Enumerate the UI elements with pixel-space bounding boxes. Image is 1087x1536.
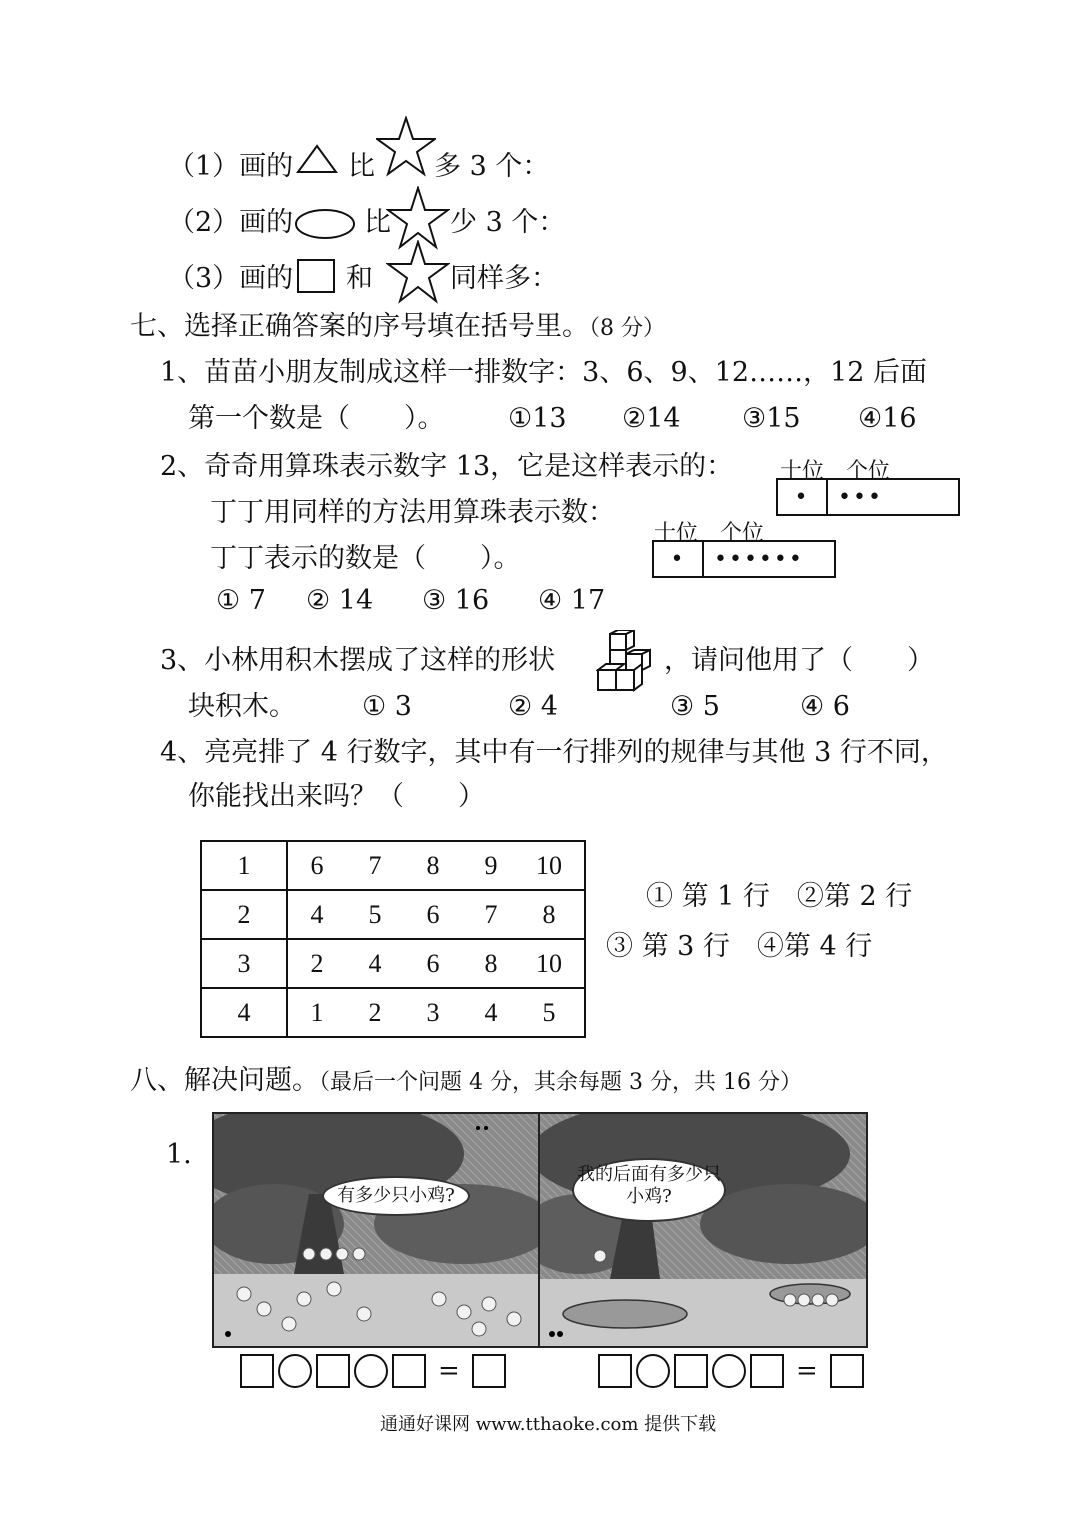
table-row	[201, 841, 585, 890]
q3-line1: 3、小林用积木摆成了这样的形状	[160, 645, 556, 676]
item1-mid: 比	[348, 151, 375, 182]
cell: 9	[484, 850, 498, 880]
operator-circle[interactable]	[636, 1354, 670, 1388]
operator-circle[interactable]	[712, 1354, 746, 1388]
q1-option-1: ①13	[508, 403, 567, 434]
abacus2-tens: •	[654, 542, 704, 576]
cell: 4	[484, 997, 498, 1027]
q3-option-3: ③ 5	[670, 691, 720, 722]
table-row	[201, 890, 585, 939]
abacus1-ones: •••	[838, 484, 883, 510]
triangle-icon	[296, 144, 338, 174]
speech-bubble-left: 有多少只小鸡?	[322, 1176, 470, 1216]
cell: 8	[484, 948, 498, 978]
cell: 5	[542, 997, 556, 1027]
item2-suffix: 少 3 个：	[450, 207, 566, 238]
table-row	[201, 939, 585, 988]
cell: 7	[484, 899, 498, 929]
q3-option-1: ① 3	[362, 691, 412, 722]
problem1-label: 1.	[166, 1139, 192, 1170]
abacus2-ones-label: 个位	[720, 521, 765, 546]
section8-title-text: 八、解决问题。	[130, 1065, 319, 1096]
equals-sign: =	[438, 1356, 460, 1386]
item1-prefix: （1）画的	[168, 151, 294, 182]
row-values	[287, 939, 585, 988]
q2-line1: 2、奇奇用算珠表示数字 13，它是这样表示的：	[160, 451, 734, 482]
section8-title	[130, 1064, 802, 1100]
cell: 8	[542, 899, 556, 929]
scene-right-icon	[540, 1114, 866, 1346]
cell: 4	[310, 899, 324, 929]
answer-box[interactable]	[598, 1354, 632, 1388]
equals-sign: =	[796, 1356, 818, 1386]
abacus1-tens-label: 十位	[780, 459, 825, 484]
row-index: 1	[201, 841, 287, 890]
result-box[interactable]	[472, 1354, 506, 1388]
cell: 2	[310, 948, 324, 978]
answer-box[interactable]	[750, 1354, 784, 1388]
answer-box[interactable]	[392, 1354, 426, 1388]
abacus-13	[776, 478, 960, 516]
equation-right	[596, 1354, 866, 1388]
section7-title	[130, 310, 665, 346]
item3-suffix: 同样多：	[450, 263, 558, 294]
illustration-left	[212, 1112, 542, 1348]
square-icon	[296, 258, 336, 294]
q3-option-2: ② 4	[508, 691, 558, 722]
abacus1-tens: •	[778, 480, 828, 514]
answer-box[interactable]	[240, 1354, 274, 1388]
q1-line2: 第一个数是（ ）。	[188, 403, 445, 434]
q2-option-2: ② 14	[306, 585, 374, 616]
q3-line2: 块积木。	[188, 691, 296, 722]
oval-icon	[294, 208, 356, 240]
q1-option-3: ③15	[742, 403, 801, 434]
answer-box[interactable]	[674, 1354, 708, 1388]
cell: 7	[368, 850, 382, 880]
number-rows-table	[200, 840, 586, 1038]
row-index: 3	[201, 939, 287, 988]
cell: 6	[426, 948, 440, 978]
footer-credit: 通通好课网 www.tthaoke.com 提供下载	[380, 1414, 717, 1435]
star-icon	[386, 240, 450, 304]
q1-line1: 1、苗苗小朋友制成这样一排数字：3、6、9、12……，12 后面	[160, 357, 928, 388]
result-box[interactable]	[830, 1354, 864, 1388]
q2-line2: 丁丁用同样的方法用算珠表示数：	[210, 497, 615, 528]
row-index: 2	[201, 890, 287, 939]
operator-circle[interactable]	[278, 1354, 312, 1388]
abacus2-ones: ••••••	[714, 546, 804, 572]
equation-left	[238, 1354, 508, 1388]
q2-option-3: ③ 16	[422, 585, 490, 616]
illustration-right	[538, 1112, 868, 1348]
scene-left-icon	[214, 1114, 540, 1346]
row-index: 4	[201, 988, 287, 1037]
section8-score: （最后一个问题 4 分，其余每题 3 分，共 16 分）	[319, 1070, 802, 1095]
speech-bubble-right: 我的后面有多少只小鸡?	[572, 1158, 726, 1222]
table-row	[201, 988, 585, 1037]
cell: 10	[536, 948, 562, 978]
cell: 6	[426, 899, 440, 929]
item2-mid: 比	[364, 207, 391, 238]
q2-option-4: ④ 17	[538, 585, 606, 616]
section7-title-text: 七、选择正确答案的序号填在括号里。	[130, 311, 589, 342]
q4-options-line2: ③ 第 3 行 ④第 4 行	[606, 931, 873, 962]
q4-line2: 你能找出来吗？（ ）	[188, 781, 485, 812]
q4-options-line1: ① 第 1 行 ②第 2 行	[646, 881, 913, 912]
abacus1-ones-label: 个位	[846, 459, 891, 484]
item3-mid: 和	[346, 263, 373, 294]
item2-prefix: （2）画的	[168, 207, 294, 238]
q1-option-2: ②14	[622, 403, 681, 434]
item1-suffix: 多 3 个：	[434, 151, 550, 182]
q1-option-4: ④16	[858, 403, 917, 434]
row-values	[287, 890, 585, 939]
blocks-icon	[596, 630, 660, 694]
abacus2-tens-label: 十位	[654, 521, 699, 546]
cell: 10	[536, 850, 562, 880]
q3-option-4: ④ 6	[800, 691, 850, 722]
cell: 2	[368, 997, 382, 1027]
abacus-answer	[652, 540, 836, 578]
q3-line1b: ，请问他用了（ ）	[664, 645, 934, 676]
row-values	[287, 841, 585, 890]
cell: 8	[426, 850, 440, 880]
cell: 5	[368, 899, 382, 929]
answer-box[interactable]	[316, 1354, 350, 1388]
cell: 6	[310, 850, 324, 880]
q2-option-1: ① 7	[216, 585, 266, 616]
row-values	[287, 988, 585, 1037]
section7-score: （8 分）	[589, 316, 665, 341]
q2-line3: 丁丁表示的数是（ ）。	[210, 543, 521, 574]
cell: 3	[426, 997, 440, 1027]
star-icon	[376, 116, 436, 178]
cell: 1	[310, 997, 324, 1027]
item3-prefix: （3）画的	[168, 263, 294, 294]
operator-circle[interactable]	[354, 1354, 388, 1388]
cell: 4	[368, 948, 382, 978]
q4-line1: 4、亮亮排了 4 行数字，其中有一行排列的规律与其他 3 行不同，	[160, 737, 948, 768]
